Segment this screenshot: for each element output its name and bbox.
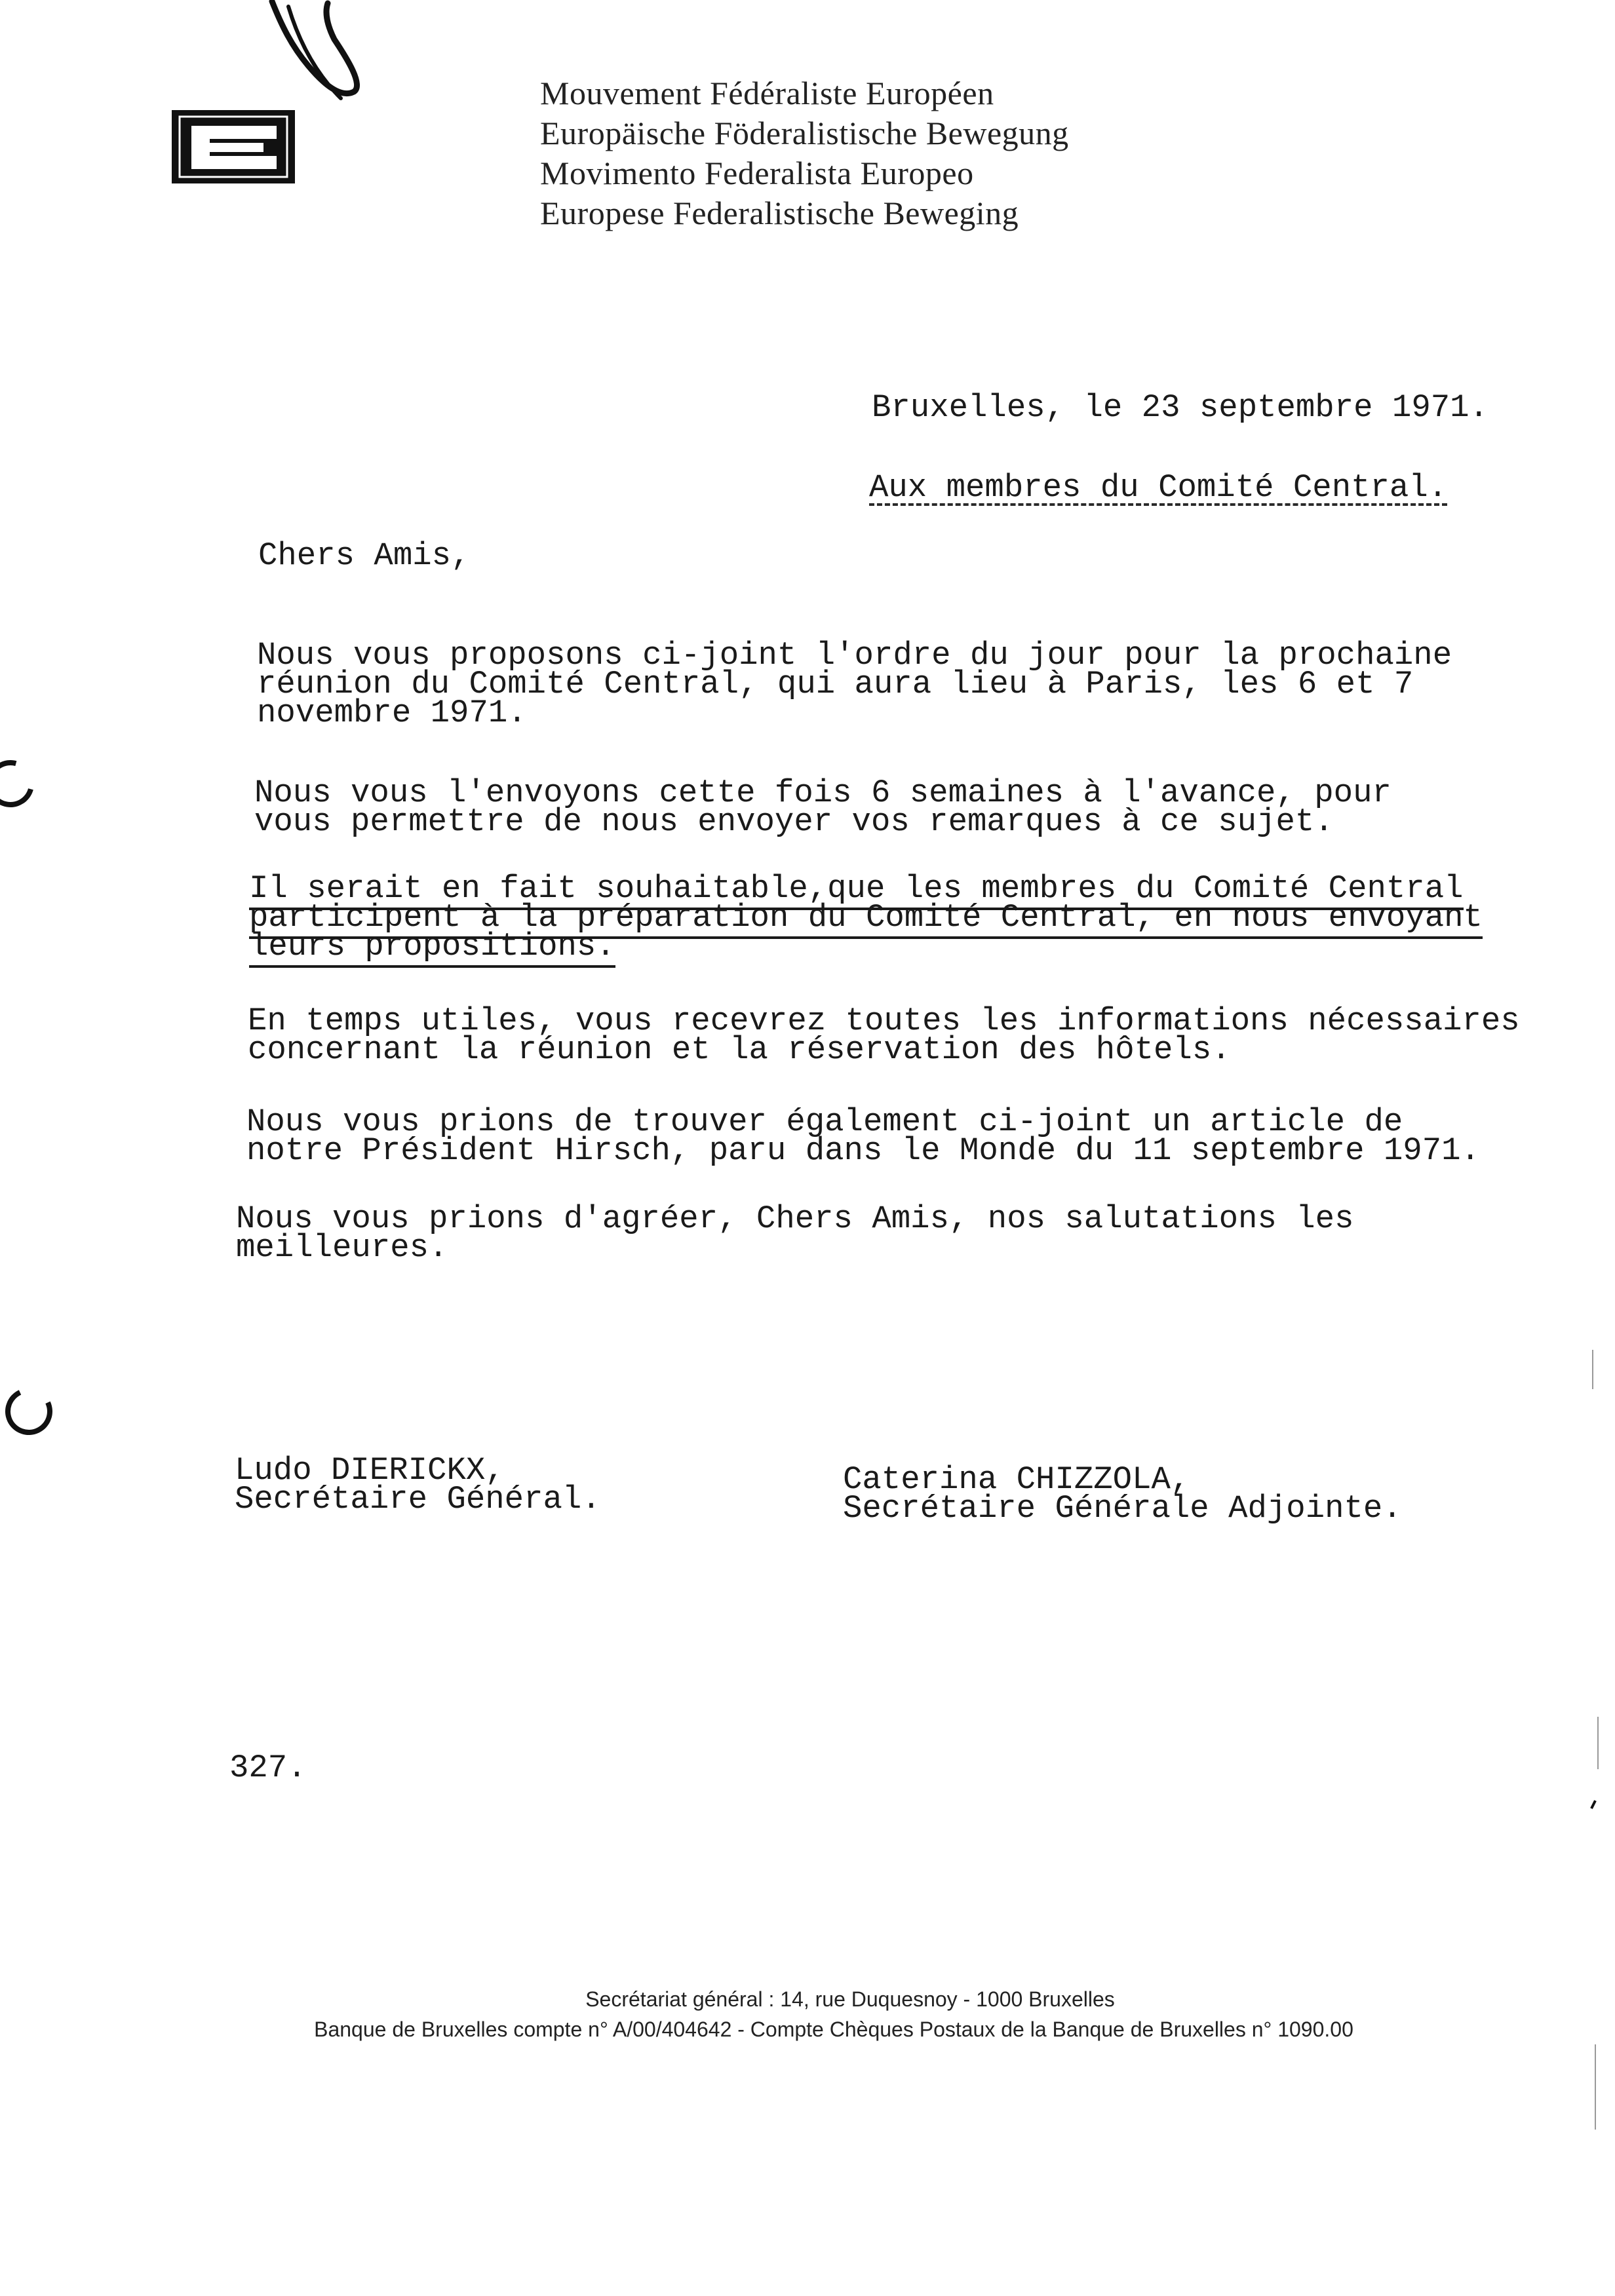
paragraph-information [248, 1003, 1520, 1068]
paragraph-line: Nous vous l'envoyons cette fois 6 semaines à l'avance, pour [254, 775, 1391, 811]
paragraph-line: meilleures. [236, 1229, 448, 1266]
org-name-it: Movimento Federalista Europeo [540, 155, 974, 191]
org-name-de: Europäische Föderalistische Bewegung [540, 115, 1069, 151]
paragraph-line: novembre 1971. [257, 695, 527, 731]
paragraph-line: Nous vous prions d'agréer, Chers Amis, nos salutations les [236, 1200, 1354, 1237]
underlined-line: Il serait en fait souhaitable,que les membres du Comité Central [249, 870, 1464, 910]
letter-footer [0, 1984, 1615, 2044]
paragraph-closing [236, 1200, 1354, 1266]
paragraph-advance-notice [254, 775, 1391, 840]
pen-scribble-mark [262, 0, 367, 111]
paragraph-underlined-request [249, 870, 1483, 965]
footer-bank-details: Banque de Bruxelles compte n° A/00/404642 - Compte Chèques Postaux de la Banque de Bruxelles n° 1090.00 [314, 2018, 1353, 2041]
paragraph-line: notre Président Hirsch, paru dans le Monde du 11 septembre 1971. [246, 1132, 1480, 1169]
org-name-fr: Mouvement Fédéraliste Européen [540, 75, 994, 111]
org-name-nl: Europese Federalistische Beweging [540, 195, 1019, 231]
paragraph-line: En temps utiles, vous recevrez toutes les informations nécessaires [248, 1003, 1520, 1039]
binder-hole-mark [0, 752, 43, 816]
signatory-name: Ludo DIERICKX, [235, 1452, 505, 1489]
paragraph-agenda [257, 637, 1452, 731]
paragraph-line: vous permettre de nous envoyer vos remarques à ce sujet. [254, 803, 1334, 840]
paragraph-line: Nous vous proposons ci-joint l'ordre du jour pour la prochaine [257, 637, 1452, 674]
footer-address: Secrétariat général : 14, rue Duquesnoy - 1000 Bruxelles [585, 1987, 1115, 2011]
paragraph-line: concernant la réunion et la réservation des hôtels. [248, 1031, 1231, 1068]
paragraph-article [246, 1103, 1480, 1169]
binder-hole-mark [0, 1381, 59, 1442]
letter-recipient: Aux membres du Comité Central. [869, 469, 1448, 506]
letter-greeting: Chers Amis, [258, 537, 471, 574]
underlined-line: leurs propositions. [249, 928, 615, 968]
mfe-logo [172, 110, 295, 183]
reference-number: 327. [229, 1750, 307, 1786]
underlined-line: participent à la préparation du Comité Central, en nous envoyant [249, 899, 1483, 939]
signatory-left [235, 1452, 601, 1518]
paragraph-line: réunion du Comité Central, qui aura lieu à Paris, les 6 et 7 [257, 666, 1414, 702]
signatory-name: Caterina CHIZZOLA, [843, 1461, 1190, 1498]
letter-date: Bruxelles, le 23 septembre 1971. [872, 389, 1489, 426]
signatory-title: Secrétaire Général. [235, 1481, 601, 1518]
signatory-right [843, 1461, 1402, 1527]
signatory-title: Secrétaire Générale Adjointe. [843, 1490, 1402, 1527]
organisation-names [540, 73, 1069, 233]
paragraph-line: Nous vous prions de trouver également ci-joint un article de [246, 1103, 1403, 1140]
